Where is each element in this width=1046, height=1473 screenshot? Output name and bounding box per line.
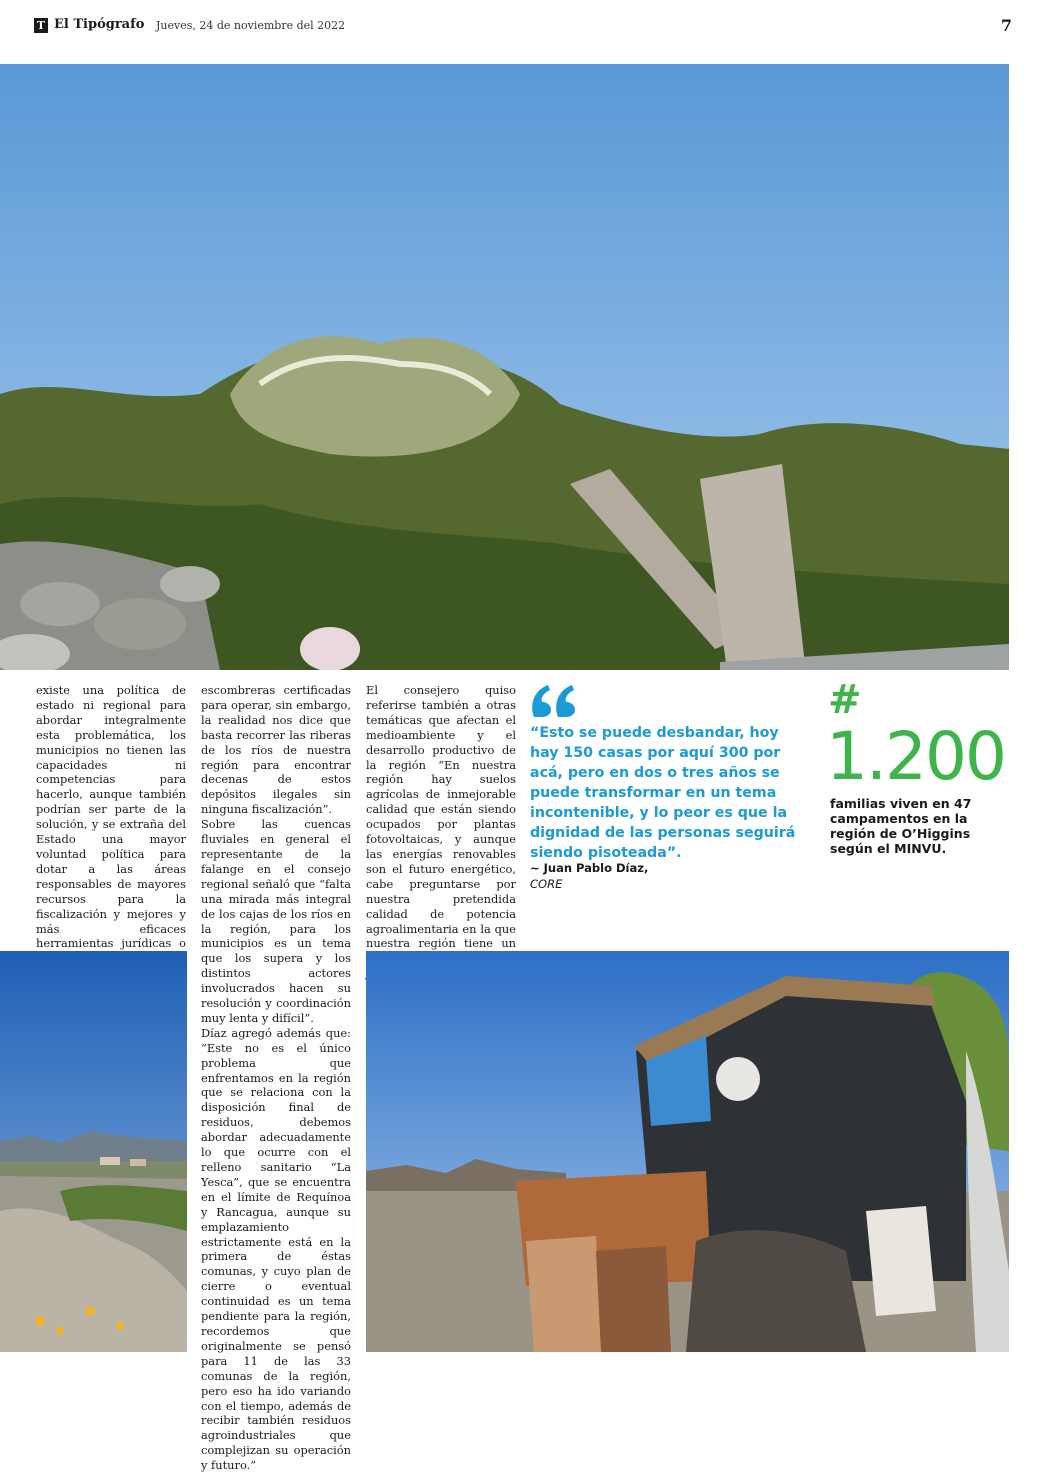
article-paragraph: escombreras certificadas para operar, sin embargo, la realidad nos dice que basta recorrer las riberas de los ríos de nuestra región para encontrar decenas de estos depósitos ilegales sin ninguna fiscalización”. [201, 683, 351, 817]
article-paragraph: existe una política de estado ni regional para abordar integralmente esta problemática, los municipios no tienen las capacidades ni competencias para hacerlo, aunque también podrían ser parte de la solución, y se extraña del Estado una mayor voluntad política para dotar a las áreas responsables de mayores recursos para la fiscalización y mejores y más eficaces herramientas jurídicas o [36, 683, 186, 951]
quote-mark-icon [530, 683, 578, 717]
stat-number: 1.200 [826, 718, 1005, 795]
masthead-title: El Tipógrafo [54, 17, 145, 32]
top-photo-dump-site [0, 64, 1009, 670]
article-column-1 [36, 683, 186, 996]
quote-author: ~ Juan Pablo Díaz, [530, 861, 649, 875]
bottom-left-photo-landscape [0, 951, 187, 1352]
issue-date: Jueves, 24 de noviembre del 2022 [156, 19, 346, 32]
masthead-logo: T [34, 18, 48, 33]
article-paragraph: El consejero quiso referirse también a otras temáticas que afectan el medioambiente y el desarrollo productivo de la región “En nuestra región hay suelos agrícolas de inmejorable calidad que están siendo ocupados por plantas fotovoltaicas, y aunque las energías renovables son el futuro energético, cabe preguntarse por nuestra pretendida calidad de potencia agroalimentaria en la que nuestra región tiene un [366, 683, 516, 951]
stat-description: familias viven en 47 campamentos en la región de O’Higgins según el MINVU. [830, 796, 972, 856]
pull-quote: “Esto se puede desbandar, hoy hay 150 casas por aquí 300 por acá, pero en dos o tres años se puede transformar en un tema incontenible, y lo peor es que la dignidad de las personas seguirá siendo pisoteada”. [530, 725, 796, 861]
stat-hash-symbol: # [828, 677, 862, 723]
article-paragraph: Sobre las cuencas fluviales en general el representante de la falange en el consejo regional señaló que “falta una mirada más integral de los cajas de los ríos en la región, para los municipios es un tema que los supera y los distintos actores involucrados hacen su resolución y coordinación muy lenta y difícil”. [201, 817, 351, 1025]
article-column-3 [366, 683, 516, 981]
page-number: 7 [1000, 16, 1012, 35]
article-paragraph: Díaz agregó además que: “Este no es el único problema que enfrentamos en la región que se relaciona con la disposición final de residuos, debemos abordar adecuadamente lo que ocurre con el relleno sanitario “La Yesca”, que se encuentra en el límite de Requínoa y Rancagua, aunque su emplazamiento estrictamente está en la primera de éstas comunas, y cuyo plan de cierre o eventual continuidad es un tema pendiente para la región, recordemos que originalmente se pensó para 11 de las 33 comunas de la región, pero eso ha ido variando con el tiempo, además de recibir también residuos agroindustriales que complejizan su operación y futuro.” [201, 1025, 351, 1473]
quote-attribution [530, 860, 730, 892]
bottom-right-photo-camp-house [366, 951, 1009, 1352]
page-header [34, 14, 1012, 38]
article-column-2 [201, 683, 351, 1473]
quote-author-role: CORE [530, 877, 563, 891]
